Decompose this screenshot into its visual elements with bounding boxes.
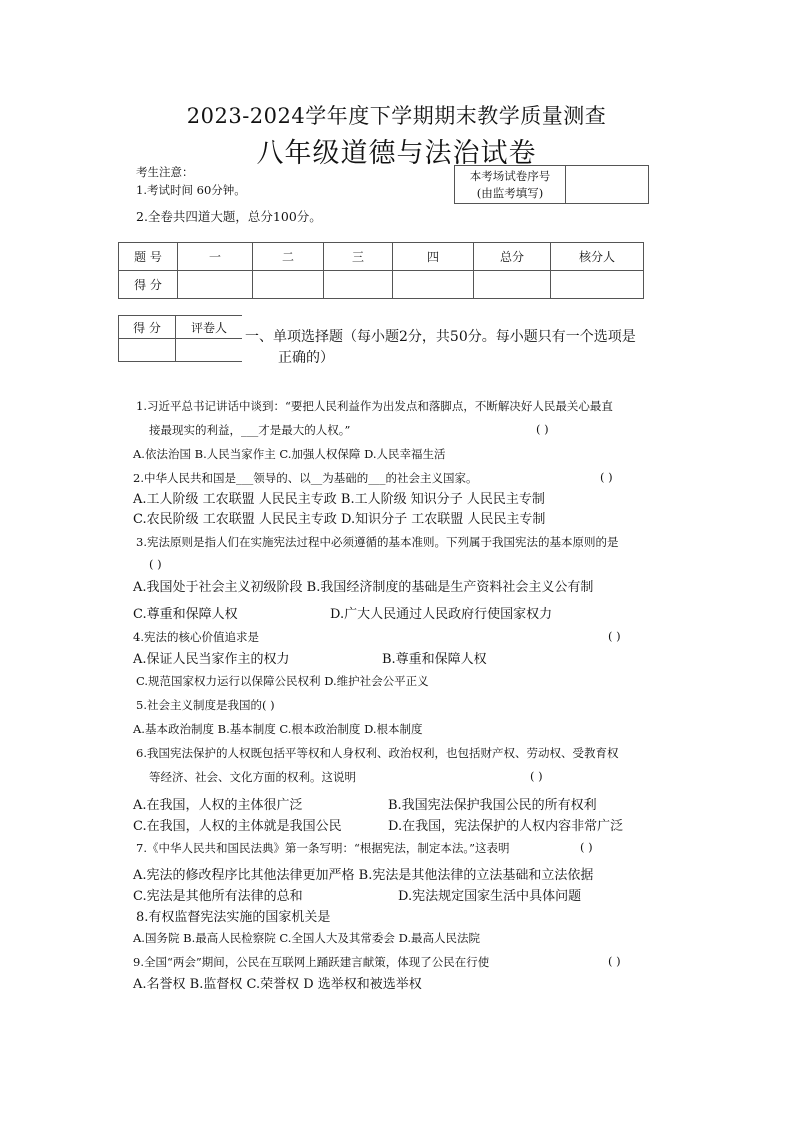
question-2-options-cd: C.农民阶级 工农联盟 人民民主专政 D.知识分子 工农联盟 人民民主专制	[133, 512, 546, 527]
question-3-option-d: D.广大人民通过人民政府行使国家权力	[330, 607, 553, 622]
answer-paren[interactable]: ( )	[149, 557, 162, 571]
score-table-header: 四	[393, 243, 474, 271]
question-1-stem-cont: 接最现实的利益，___才是最大的人权。”	[149, 423, 351, 437]
question-1-options: A.依法治国 B.人民当家作主 C.加强人权保障 D.人民幸福生活	[133, 447, 446, 461]
exam-title-line2: 八年级道德与法治试卷	[256, 138, 537, 169]
score-cell[interactable]	[324, 271, 393, 299]
question-6-option-b: B.我国宪法保护我国公民的所有权利	[388, 798, 597, 813]
seat-number-label	[455, 166, 566, 204]
score-table-score-row	[119, 271, 644, 299]
question-5-options: A.基本政治制度 B.基本制度 C.根本政治制度 D.根本制度	[133, 722, 423, 736]
answer-paren[interactable]: ( )	[608, 629, 621, 643]
question-6-stem-cont: 等经济、社会、文化方面的权利。这说明	[149, 770, 356, 784]
question-8-stem: 8.有权监督宪法实施的国家机关是	[136, 910, 331, 925]
question-6-option-a: A.在我国，人权的主体很广泛	[133, 798, 303, 813]
question-9-options: A.名誉权 B.监督权 C.荣誉权 D 选举权和被选举权	[133, 977, 422, 992]
question-4-option-a: A.保证人民当家作主的权力	[133, 652, 290, 667]
exam-title-line1: 2023-2024学年度下学期期末教学质量测查	[186, 104, 607, 128]
question-9-stem: 9.全国“两会”期间，公民在互联网上踊跃建言献策，体现了公民在行使	[133, 955, 490, 969]
seat-number-label-line1: 本考场试卷序号	[469, 168, 551, 183]
question-6-stem: 6.我国宪法保护的人权既包括平等权和人身权利、政治权利，也包括财产权、劳动权、受教育权	[136, 746, 619, 760]
score-table-header: 题 号	[119, 243, 178, 271]
section1-heading: 一、单项选择题（每小题2分，共50分。每小题只有一个选项是	[245, 329, 636, 345]
answer-paren[interactable]: ( )	[608, 954, 621, 968]
score-table-header: 核分人	[551, 243, 644, 271]
question-2-options-ab: A.工人阶级 工农联盟 人民民主专政 B.工人阶级 知识分子 人民民主专制	[133, 492, 545, 507]
score-table-header-row	[119, 243, 644, 271]
seat-number-field[interactable]	[566, 166, 649, 204]
score-cell[interactable]	[551, 271, 644, 299]
answer-paren[interactable]: ( )	[600, 470, 613, 484]
score-cell[interactable]	[393, 271, 474, 299]
score-table-header: 三	[324, 243, 393, 271]
question-6-option-d: D.在我国，宪法保护的人权内容非常广泛	[388, 819, 624, 834]
question-7-stem: 7.《中华人民共和国民法典》第一条写明：“根据宪法，制定本法。”这表明	[136, 841, 510, 855]
answer-paren[interactable]: ( )	[536, 422, 549, 436]
grader-table	[118, 315, 242, 362]
question-6-option-c: C.在我国，人权的主体就是我国公民	[133, 819, 342, 834]
question-4-options-cd: C.规范国家权力运行以保障公民权利 D.维护社会公平正义	[136, 674, 429, 688]
score-cell[interactable]	[178, 271, 253, 299]
grader-score-label: 得 分	[119, 316, 176, 339]
answer-paren[interactable]: ( )	[580, 840, 593, 854]
score-cell[interactable]	[474, 271, 551, 299]
grader-label: 评卷人	[176, 316, 243, 339]
question-7-option-d: D.宪法规定国家生活中具体问题	[398, 889, 582, 904]
question-2-stem: 2.中华人民共和国是___领导的、以__为基础的___的社会主义国家。	[133, 471, 478, 485]
seat-number-label-line2: (由监考填写)	[476, 185, 544, 200]
score-table	[118, 242, 644, 299]
question-3-option-c: C.尊重和保障人权	[133, 607, 238, 622]
grader-signature-cell[interactable]	[176, 339, 243, 362]
answer-paren[interactable]: ( )	[530, 769, 543, 783]
question-5-stem: 5.社会主义制度是我国的( )	[136, 698, 275, 712]
question-4-stem: 4.宪法的核心价值追求是	[133, 630, 259, 644]
notice-item-1: 1.考试时间 60分钟。	[136, 183, 246, 197]
question-1-stem: 1.习近平总书记讲话中谈到：“要把人民利益作为出发点和落脚点，不断解决好人民最关心最直	[136, 399, 613, 413]
score-table-header: 一	[178, 243, 253, 271]
score-cell[interactable]	[253, 271, 324, 299]
score-table-header: 总分	[474, 243, 551, 271]
question-3-options-ab: A.我国处于社会主义初级阶段 B.我国经济制度的基础是生产资料社会主义公有制	[133, 580, 594, 595]
grader-score-cell[interactable]	[119, 339, 176, 362]
question-4-option-b: B.尊重和保障人权	[382, 652, 487, 667]
question-7-option-c: C.宪法是其他所有法律的总和	[133, 889, 303, 904]
seat-number-box	[454, 165, 649, 204]
score-row-label: 得 分	[119, 271, 178, 299]
question-8-options: A.国务院 B.最高人民检察院 C.全国人大及其常委会 D.最高人民法院	[133, 931, 481, 945]
notice-item-2: 2.全卷共四道大题，总分100分。	[136, 209, 322, 224]
notice-label: 考生注意：	[136, 165, 194, 179]
question-7-options-ab: A.宪法的修改程序比其他法律更加严格 B.宪法是其他法律的立法基础和立法依据	[133, 868, 594, 883]
section1-heading-cont: 正确的）	[278, 350, 334, 366]
score-table-header: 二	[253, 243, 324, 271]
question-3-stem: 3.宪法原则是指人们在实施宪法过程中必须遵循的基本准则。下列属于我国宪法的基本原则的是	[136, 535, 619, 549]
